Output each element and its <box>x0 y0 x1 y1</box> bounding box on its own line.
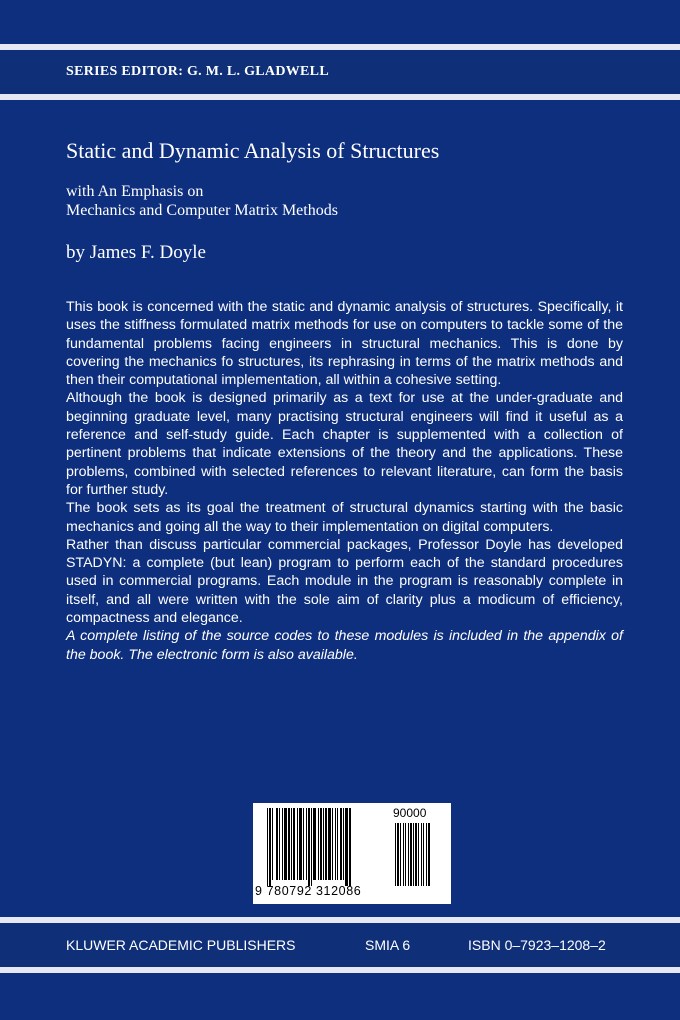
barcode-bar <box>325 808 327 880</box>
barcode-bar <box>282 808 283 880</box>
barcode-addon-bar <box>400 823 401 886</box>
barcode-addon-bar <box>415 823 417 886</box>
barcode-addon-bar <box>421 823 422 886</box>
barcode-bar <box>267 808 268 886</box>
description-paragraph-2: Although the book is designed primarily as a text for use at the under-graduate and beginning graduate level, many practising structural engineers will find it useful as a reference and self-study guide. Each chapter is supplemented with a collection of pertinent problems that indicate extensions of the theory and the applications. These problems, combined with selected references to relevant literature, can form the basis for further study. <box>66 390 623 498</box>
barcode-bar <box>349 808 351 886</box>
barcode-bar <box>340 808 342 880</box>
barcode-addon-digits: 90000 <box>393 806 427 820</box>
barcode-addon-bar <box>423 823 424 886</box>
barcode-bar <box>323 808 324 880</box>
barcode-bar <box>332 808 333 880</box>
barcode-bar <box>276 808 278 880</box>
barcode-addon-bar <box>395 823 396 886</box>
bottom-stripe-lower <box>0 967 680 973</box>
isbn-number: ISBN 0–7923–1208–2 <box>468 937 606 953</box>
publisher-name: KLUWER ACADEMIC PUBLISHERS <box>66 937 296 953</box>
barcode-bar <box>343 808 344 880</box>
barcode-bar <box>269 808 271 886</box>
barcode-bar <box>291 808 292 880</box>
barcode-addon-bar <box>410 823 412 886</box>
barcode-bar <box>308 808 310 886</box>
barcode-bar <box>313 808 316 880</box>
barcode-addon-bar <box>418 823 419 886</box>
book-author: by James F. Doyle <box>66 242 206 263</box>
barcode-addon-bar <box>405 823 406 886</box>
barcode-addon-bar <box>397 823 399 886</box>
book-subtitle <box>66 182 338 220</box>
barcode-bar <box>284 808 287 880</box>
description-paragraph-1: This book is concerned with the static and dynamic analysis of structures. Specifically, it uses the stiffness formulated matrix methods for use on computers to tackle some of the fundamental problems facing engineers in structural mechanics. This is done by covering the mechanics fo structures, its rephrasing in terms of the matrix methods and then their computational implementation, all within a cohesive setting. <box>66 299 623 389</box>
barcode-bar <box>318 808 319 880</box>
barcode-bar <box>337 808 338 880</box>
barcode-bar <box>335 808 336 880</box>
barcode-bar <box>293 808 295 880</box>
barcode-bar <box>303 808 304 880</box>
barcode-bar <box>297 808 298 880</box>
subtitle-line-2: Mechanics and Computer Matrix Methods <box>66 202 338 219</box>
barcode-bar <box>272 808 273 880</box>
barcode-bar <box>311 808 312 886</box>
barcode-bar <box>328 808 331 880</box>
barcode-bar <box>306 808 307 880</box>
description-paragraph-5: A complete listing of the source codes to these modules is included in the appendix of the book. The electronic form is also available. <box>66 628 623 663</box>
book-title: Static and Dynamic Analysis of Structures <box>66 138 440 163</box>
top-stripe-lower <box>0 94 680 100</box>
barcode-addon-bar <box>403 823 404 886</box>
barcode-addon-bar <box>408 823 409 886</box>
barcode-bar <box>279 808 280 880</box>
isbn-barcode <box>253 803 451 904</box>
series-code: SMIA 6 <box>365 937 411 953</box>
barcode-addon-bar <box>413 823 414 886</box>
barcode-bar <box>345 808 348 886</box>
series-editor: SERIES EDITOR: G. M. L. GLADWELL <box>66 64 329 79</box>
subtitle-line-1: with An Emphasis on <box>66 183 204 200</box>
description-paragraph-3: The book sets as its goal the treatment of structural dynamics starting with the basic mechanics and going all the way to their implementation on digital computers. <box>66 500 623 535</box>
barcode-addon-bar <box>426 823 427 886</box>
barcode-bar <box>288 808 290 880</box>
barcode-bar <box>299 808 302 880</box>
description-paragraph-4: Rather than discuss particular commercial packages, Professor Doyle has developed STADYN: a complete (but lean) program to perform each of the standard procedures used in commercial programs. Each module in the program is reasonably complete in itself, and all were written with the sole aim of clarity plus a modicum of efficiency, compactness and elegance. <box>66 536 623 627</box>
barcode-bar <box>320 808 322 880</box>
barcode-isbn-digits: 9 780792 312086 <box>255 884 362 898</box>
barcode-addon-bar <box>428 823 430 886</box>
book-description <box>66 298 623 664</box>
